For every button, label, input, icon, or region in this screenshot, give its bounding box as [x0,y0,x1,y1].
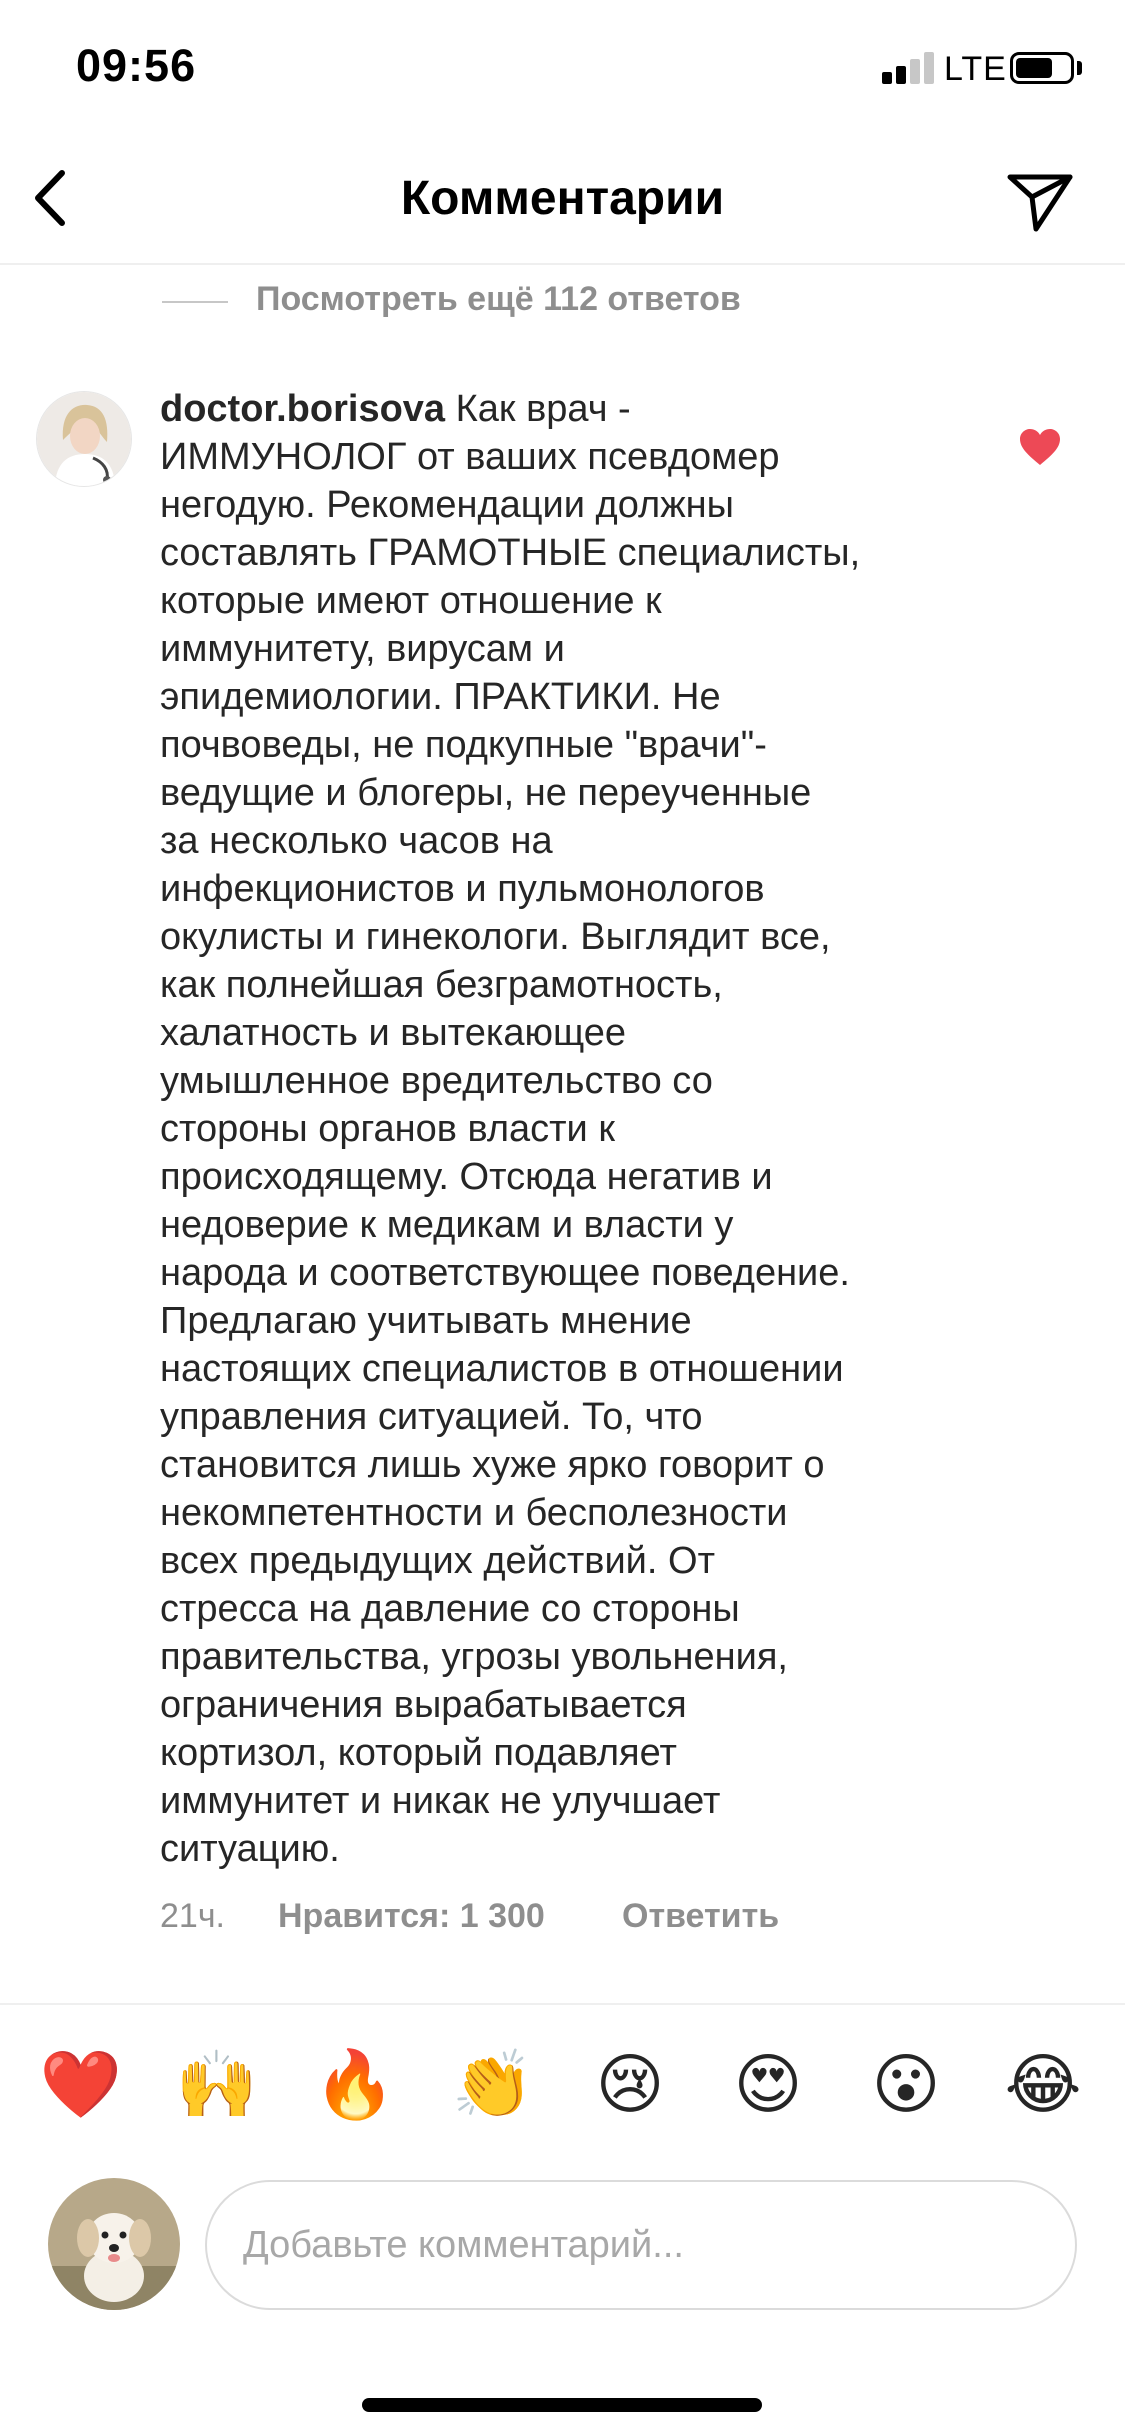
composer-divider [0,2003,1125,2005]
replies-divider-line [162,301,228,303]
heart-filled-icon[interactable] [1018,427,1062,467]
reaction-surprised-emoji[interactable]: 😮 [871,2046,941,2123]
home-indicator[interactable] [362,2398,762,2412]
reaction-heart-eyes-emoji[interactable]: 😍 [733,2046,803,2123]
battery-icon [1010,52,1074,84]
status-time: 09:56 [76,40,197,91]
comment-likes-count[interactable]: Нравится: 1 300 [278,1897,545,1935]
battery-cap [1077,61,1082,75]
current-user-avatar [48,2178,180,2310]
comment-username[interactable]: doctor.borisova [160,388,446,430]
network-type: LTE [944,50,1007,88]
emoji-reaction-bar [0,2040,1125,2130]
reaction-fire-emoji[interactable]: 🔥 [313,2046,397,2123]
comment-input[interactable] [205,2180,1077,2310]
commenter-avatar[interactable] [36,391,132,487]
direct-send-icon[interactable] [1002,163,1078,239]
view-more-replies-label: Посмотреть ещё 112 ответов [256,280,741,318]
reaction-heart-emoji[interactable]: ❤️ [39,2046,123,2123]
comment-text: Как врач - ИММУНОЛОГ от ваших псевдомер негодую. Рекомендации должны составлять ГРАМОТНЫЕ специалисты, которые имеют отношение к иммунитету, вирусам и эпидемиологии. ПРАКТИКИ. Не почвоведы, не подкупные "врачи"- ведущие и блогеры, не переученные за несколько часов на инфекционистов и пульмонологов окулисты и гинекологи. Выглядит все, как полнейшая безграмотность, халатность и вытекающее умышленное вредительство со стороны органов власти к происходящему. Отсюда негатив и недоверие к медикам и власти у народа и соответствующее поведение. Предлагаю учитывать мнение настоящих специалистов в отношении управления ситуацией. То, что становится лишь хуже ярко говорит о некомпетентности и бесполезности всех предыдущих действий. От стресса на давление со стороны правительства, угрозы увольнения, ограничения вырабатывается кортизол, который подавляет иммунитет и никак не улучшает ситуацию. [160,388,861,1870]
reaction-crying-emoji[interactable]: 😢 [595,2046,665,2123]
status-bar [0,0,1125,135]
signal-strength-icon [882,52,934,84]
nav-bar [0,135,1125,265]
comment-time: 21ч. [160,1897,225,1935]
reaction-laughing-emoji[interactable]: 😂 [1004,2046,1082,2123]
reaction-raised-hands-emoji[interactable]: 🙌 [175,2046,259,2123]
reaction-clap-emoji[interactable]: 👏 [451,2046,535,2123]
reply-button[interactable]: Ответить [622,1897,780,1935]
page-title: Комментарии [400,172,725,225]
comment-body [160,385,970,1873]
